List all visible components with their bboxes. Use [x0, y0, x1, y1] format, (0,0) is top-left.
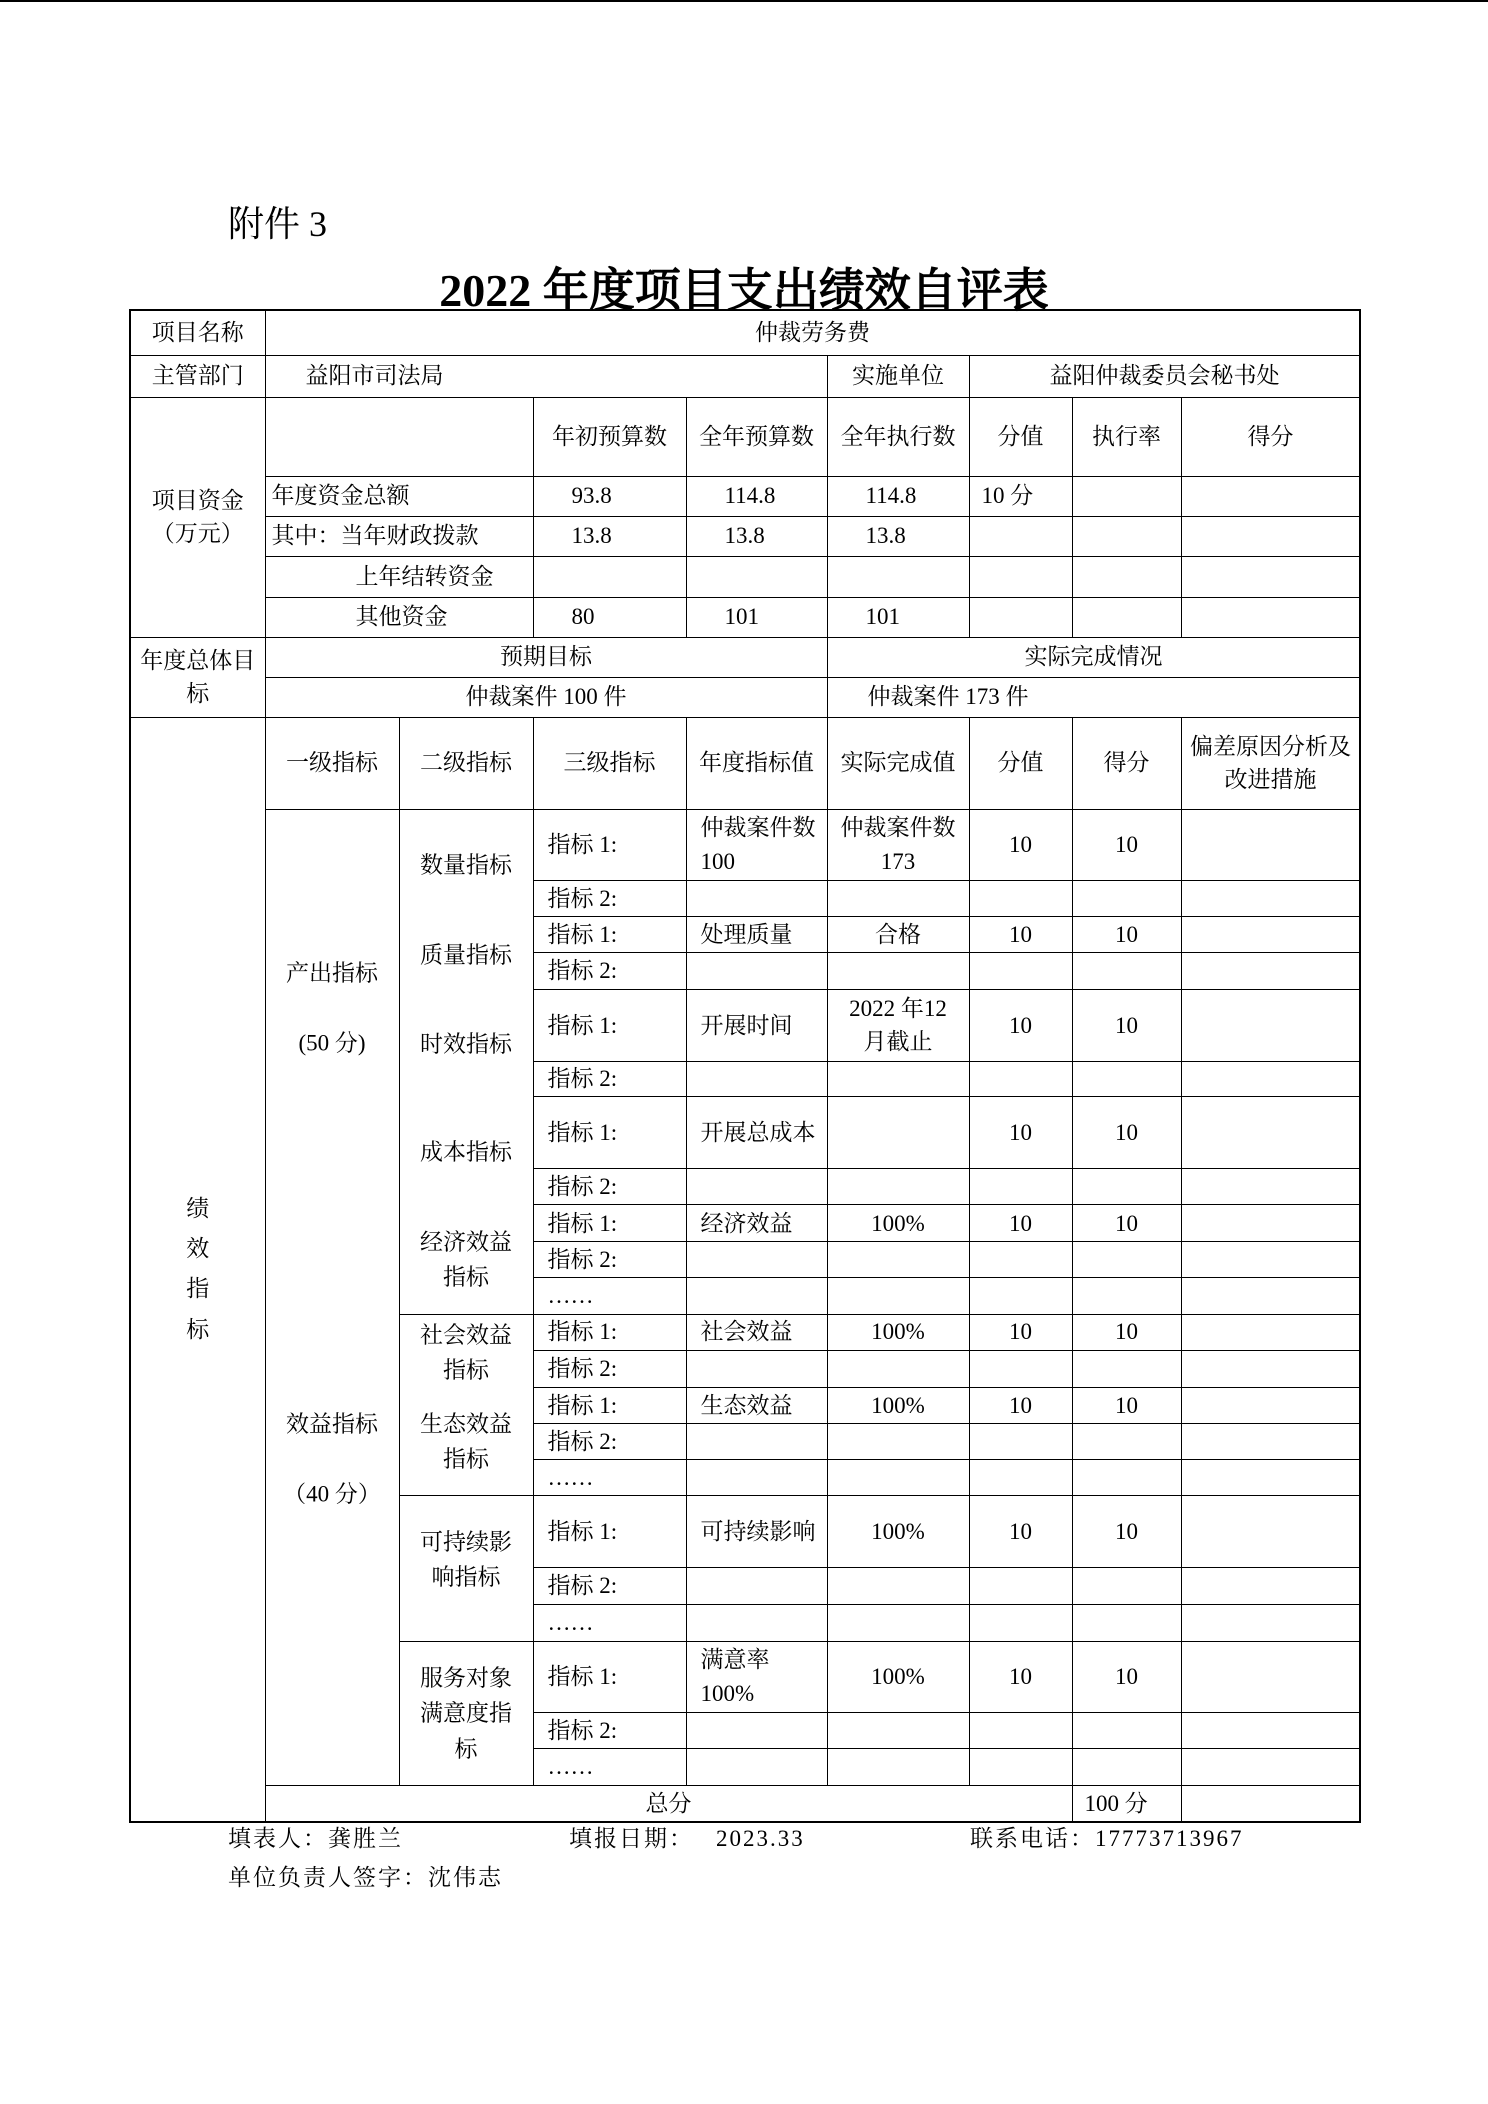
funds-cell — [969, 597, 1072, 637]
indicator-cell — [1072, 1061, 1181, 1096]
indicator-cell: 100% — [827, 1314, 969, 1350]
funds-cell — [1181, 556, 1360, 597]
indicator-cell — [1181, 1424, 1360, 1460]
total-label: 总分 — [265, 1785, 1072, 1822]
indicator-cell: 指标 2: — [533, 1061, 686, 1096]
funds-cell: 101 — [827, 597, 969, 637]
indicator-cell: 指标 2: — [533, 1567, 686, 1604]
indicator-cell: 指标 2: — [533, 1242, 686, 1278]
indicator-cell: 仲裁案件数 173 — [827, 809, 969, 880]
funds-header-0: 年初预算数 — [533, 397, 686, 476]
indicator-cell — [1072, 1567, 1181, 1604]
indicator-cell — [1181, 1061, 1360, 1096]
signature — [228, 1859, 503, 1892]
indicator-label: 时效指标 — [420, 1030, 512, 1056]
indicator-cell — [827, 880, 969, 916]
label-box — [266, 810, 399, 1782]
indicator-cell — [686, 1424, 827, 1460]
indicator-cell: …… — [533, 1605, 686, 1641]
indicator-cell: 10 — [1072, 1495, 1181, 1567]
funds-cell — [1072, 516, 1181, 556]
indicator-cell: 指标 2: — [533, 1712, 686, 1748]
phone-label: 联系电话： — [970, 1826, 1095, 1851]
funds-cell: 101 — [686, 597, 827, 637]
funds-cell — [827, 556, 969, 597]
indicator-cell: 经济效益 — [686, 1205, 827, 1242]
label-box — [400, 1315, 533, 1495]
indicator-cell — [1181, 1605, 1360, 1641]
indicator-cell: 10 — [1072, 809, 1181, 880]
indicator-cell: 指标 1: — [533, 1387, 686, 1423]
funds-cell: 13.8 — [827, 516, 969, 556]
funds-row-name: 上年结转资金 — [265, 556, 533, 597]
level1-name: 效益指标 — [286, 1410, 378, 1436]
label-box — [400, 1642, 533, 1785]
indicator-cell — [1181, 1242, 1360, 1278]
indicator-cell: 生态效益 — [686, 1387, 827, 1423]
indicator-cell: 指标 2: — [533, 1350, 686, 1387]
indicator-cell: 10 — [969, 1495, 1072, 1567]
indicator-cell: 10 — [1072, 989, 1181, 1061]
phone-value: 17773713967 — [1095, 1826, 1244, 1851]
indicator-cell: 指标 1: — [533, 1314, 686, 1350]
indicator-cell — [827, 952, 969, 989]
indicator-cell — [1181, 952, 1360, 989]
indicator-cell — [1181, 809, 1360, 880]
indicator-cell: 10 — [1072, 1641, 1181, 1712]
date-label: 填报日期： — [569, 1826, 694, 1851]
indicator-cell: 10 — [1072, 1314, 1181, 1350]
indicator-cell: …… — [533, 1749, 686, 1785]
indicator-cell: 指标 1: — [533, 1495, 686, 1567]
indicator-label: 可持续影响指标 — [420, 1528, 512, 1590]
indicator-cell — [969, 1567, 1072, 1604]
indicator-cell: 100% — [827, 1205, 969, 1242]
funds-cell: 13.8 — [533, 516, 686, 556]
indicator-cell — [686, 952, 827, 989]
indicator-cell — [969, 1605, 1072, 1641]
indicator-label: 生态效益指标 — [420, 1410, 512, 1472]
expected-goal-label: 预期目标 — [265, 637, 827, 677]
indicator-cell — [969, 1278, 1072, 1314]
unit-value: 益阳仲裁委员会秘书处 — [969, 355, 1360, 397]
indicator-cell: 10 — [969, 1314, 1072, 1350]
indicator-cell: 10 — [969, 1387, 1072, 1423]
indicator-cell — [686, 1749, 827, 1785]
indicator-cell: …… — [533, 1278, 686, 1314]
page-top-border — [0, 0, 1488, 2]
total-score: 100 分 — [1072, 1785, 1181, 1822]
indicator-cell: …… — [533, 1460, 686, 1495]
unit-label: 实施单位 — [827, 355, 969, 397]
fill-date — [569, 1820, 805, 1853]
indicator-cell — [827, 1460, 969, 1495]
indicators-label — [130, 717, 265, 1822]
indicator-cell: 10 — [969, 1097, 1072, 1169]
indicator-cell: 10 — [969, 1641, 1072, 1712]
indicator-header-1: 二级指标 — [399, 717, 533, 809]
level2-cell — [399, 1495, 533, 1641]
date-value: 2023.33 — [716, 1826, 805, 1851]
indicator-header-4: 实际完成值 — [827, 717, 969, 809]
indicator-cell — [686, 1242, 827, 1278]
indicator-cell: 10 — [969, 809, 1072, 880]
indicator-cell — [1072, 1749, 1181, 1785]
indicator-cell — [969, 1350, 1072, 1387]
label-box — [400, 810, 533, 1314]
indicator-cell: 指标 2: — [533, 1424, 686, 1460]
indicator-label: 社会效益指标 — [420, 1321, 512, 1383]
indicator-cell — [686, 1061, 827, 1096]
level1-score: （40 分） — [283, 1480, 381, 1506]
funds-label: 项目资金（万元） — [130, 397, 265, 637]
funds-cell: 10 分 — [969, 476, 1072, 516]
indicator-cell — [1181, 1567, 1360, 1604]
indicator-cell: 处理质量 — [686, 916, 827, 952]
funds-header-4: 执行率 — [1072, 397, 1181, 476]
project-name: 仲裁劳务费 — [265, 310, 1360, 355]
funds-blank-header — [265, 397, 533, 476]
indicator-label: 服务对象满意度指标 — [420, 1665, 512, 1762]
level2-cell — [399, 809, 533, 1314]
level1-cell — [265, 809, 399, 1785]
indicator-cell — [827, 1712, 969, 1748]
funds-header-1: 全年预算数 — [686, 397, 827, 476]
indicator-header-7: 偏差原因分析及改进措施 — [1181, 717, 1360, 809]
indicator-cell — [969, 1061, 1072, 1096]
indicator-label: 成本指标 — [420, 1138, 512, 1164]
funds-cell: 93.8 — [533, 476, 686, 516]
indicator-cell — [686, 880, 827, 916]
actual-goal: 仲裁案件 173 件 — [827, 677, 1360, 717]
indicator-cell — [969, 1242, 1072, 1278]
indicator-cell — [1181, 1097, 1360, 1169]
funds-row-name: 其中：当年财政拨款 — [265, 516, 533, 556]
funds-cell — [1072, 476, 1181, 516]
indicator-cell: 10 — [1072, 1097, 1181, 1169]
indicators-label-text: 绩效指标 — [186, 1195, 210, 1342]
dept-value: 益阳市司法局 — [265, 355, 827, 397]
indicator-cell — [827, 1061, 969, 1096]
total-row — [130, 1785, 1360, 1822]
indicator-cell — [969, 1169, 1072, 1205]
page-title: 2022 年度项目支出绩效自评表 — [439, 265, 1049, 316]
level2-cell — [399, 1641, 533, 1785]
performance-table — [129, 309, 1361, 1823]
indicator-cell — [827, 1169, 969, 1205]
indicator-cell — [969, 1749, 1072, 1785]
funds-cell — [686, 556, 827, 597]
indicator-cell — [686, 1712, 827, 1748]
expected-goal: 仲裁案件 100 件 — [265, 677, 827, 717]
indicator-cell — [1072, 1242, 1181, 1278]
indicator-header-3: 年度指标值 — [686, 717, 827, 809]
funds-header-2: 全年执行数 — [827, 397, 969, 476]
funds-cell — [969, 516, 1072, 556]
indicator-cell — [1072, 880, 1181, 916]
indicator-cell: 100% — [827, 1387, 969, 1423]
funds-cell — [969, 556, 1072, 597]
indicator-cell — [1181, 1387, 1360, 1423]
indicator-cell: 10 — [1072, 1387, 1181, 1423]
indicator-cell: 指标 1: — [533, 1205, 686, 1242]
indicator-label: 质量指标 — [420, 941, 512, 967]
funds-header-3: 分值 — [969, 397, 1072, 476]
indicator-cell: 指标 1: — [533, 1641, 686, 1712]
funds-cell: 114.8 — [686, 476, 827, 516]
indicator-cell — [1181, 1460, 1360, 1495]
indicator-cell — [1072, 1605, 1181, 1641]
indicator-cell — [1181, 1205, 1360, 1242]
indicator-cell — [1181, 1314, 1360, 1350]
indicator-cell — [686, 1169, 827, 1205]
level1-score: (50 分) — [298, 1029, 366, 1055]
funds-cell: 80 — [533, 597, 686, 637]
phone — [970, 1820, 1244, 1853]
indicator-cell — [1181, 1169, 1360, 1205]
funds-cell: 114.8 — [827, 476, 969, 516]
funds-cell — [1181, 476, 1360, 516]
sign-name: 沈伟志 — [428, 1865, 503, 1890]
indicator-cell: 指标 1: — [533, 809, 686, 880]
indicator-cell: 10 — [1072, 916, 1181, 952]
goals-label: 年度总体目标 — [130, 637, 265, 717]
indicator-cell — [1181, 1350, 1360, 1387]
indicator-cell: 仲裁案件数 100 — [686, 809, 827, 880]
indicator-header-5: 分值 — [969, 717, 1072, 809]
filler — [228, 1820, 403, 1853]
indicator-cell: 100% — [827, 1495, 969, 1567]
indicator-cell — [1072, 1712, 1181, 1748]
funds-cell — [1181, 516, 1360, 556]
funds-cell: 13.8 — [686, 516, 827, 556]
total-exec — [1181, 1785, 1360, 1822]
indicator-cell — [686, 1460, 827, 1495]
indicator-cell: 2022 年12 月截止 — [827, 989, 969, 1061]
indicator-cell — [1072, 1169, 1181, 1205]
indicator-cell: 10 — [969, 989, 1072, 1061]
indicator-cell: 指标 2: — [533, 1169, 686, 1205]
indicator-cell — [969, 1424, 1072, 1460]
label-box — [400, 1496, 533, 1641]
funds-row-name: 其他资金 — [265, 597, 533, 637]
indicator-cell — [1072, 1278, 1181, 1314]
indicator-cell: 10 — [1072, 1205, 1181, 1242]
indicator-cell: 指标 1: — [533, 989, 686, 1061]
indicator-cell: 10 — [969, 1205, 1072, 1242]
level2-cell — [399, 1314, 533, 1495]
indicator-cell — [827, 1097, 969, 1169]
indicator-cell — [827, 1749, 969, 1785]
indicator-header-2: 三级指标 — [533, 717, 686, 809]
indicator-cell — [1072, 1460, 1181, 1495]
funds-cell — [533, 556, 686, 597]
indicator-header-6: 得分 — [1072, 717, 1181, 809]
sign-label: 单位负责人签字： — [228, 1865, 428, 1890]
indicator-cell — [1181, 1712, 1360, 1748]
indicator-cell: 指标 1: — [533, 1097, 686, 1169]
attachment-label: 附件 3 — [228, 204, 328, 244]
indicator-cell — [1181, 1278, 1360, 1314]
indicator-cell — [1181, 1641, 1360, 1712]
indicator-cell — [827, 1605, 969, 1641]
indicator-cell — [1181, 989, 1360, 1061]
indicator-cell — [1181, 916, 1360, 952]
indicator-cell: 10 — [969, 916, 1072, 952]
indicator-cell: 社会效益 — [686, 1314, 827, 1350]
indicator-cell: 合格 — [827, 916, 969, 952]
dept-label: 主管部门 — [130, 355, 265, 397]
indicator-label: 数量指标 — [420, 851, 512, 877]
indicator-cell — [686, 1350, 827, 1387]
indicator-cell — [1181, 1495, 1360, 1567]
funds-row-name: 年度资金总额 — [265, 476, 533, 516]
funds-cell — [1072, 556, 1181, 597]
indicator-cell — [827, 1242, 969, 1278]
indicator-cell — [827, 1350, 969, 1387]
filler-label: 填表人： — [228, 1826, 328, 1851]
indicator-cell — [686, 1567, 827, 1604]
indicator-cell — [969, 1460, 1072, 1495]
indicator-cell — [686, 1605, 827, 1641]
indicator-cell — [969, 952, 1072, 989]
indicator-cell — [827, 1424, 969, 1460]
indicator-cell — [1072, 952, 1181, 989]
indicator-cell — [827, 1567, 969, 1604]
indicator-cell — [1181, 1749, 1360, 1785]
level1-name: 产出指标 — [286, 959, 378, 985]
indicator-cell — [686, 1278, 827, 1314]
indicator-label: 经济效益指标 — [420, 1228, 512, 1290]
funds-header-5: 得分 — [1181, 397, 1360, 476]
indicator-cell: 满意率 100% — [686, 1641, 827, 1712]
indicator-cell: 指标 1: — [533, 916, 686, 952]
indicator-cell — [827, 1278, 969, 1314]
indicator-cell: 100% — [827, 1641, 969, 1712]
indicator-cell: 开展总成本 — [686, 1097, 827, 1169]
indicator-cell — [1181, 880, 1360, 916]
funds-cell — [1072, 597, 1181, 637]
funds-cell — [1181, 597, 1360, 637]
actual-goal-label: 实际完成情况 — [827, 637, 1360, 677]
indicator-header-0: 一级指标 — [265, 717, 399, 809]
project-name-label: 项目名称 — [130, 310, 265, 355]
indicator-cell: 开展时间 — [686, 989, 827, 1061]
filler-name: 龚胜兰 — [328, 1826, 403, 1851]
indicator-row — [130, 809, 1360, 880]
indicator-cell: 指标 2: — [533, 880, 686, 916]
indicator-cell — [1072, 1350, 1181, 1387]
indicator-cell — [1072, 1424, 1181, 1460]
indicator-cell: 指标 2: — [533, 952, 686, 989]
indicator-cell — [969, 1712, 1072, 1748]
indicator-cell — [969, 880, 1072, 916]
indicator-cell: 可持续影响 — [686, 1495, 827, 1567]
